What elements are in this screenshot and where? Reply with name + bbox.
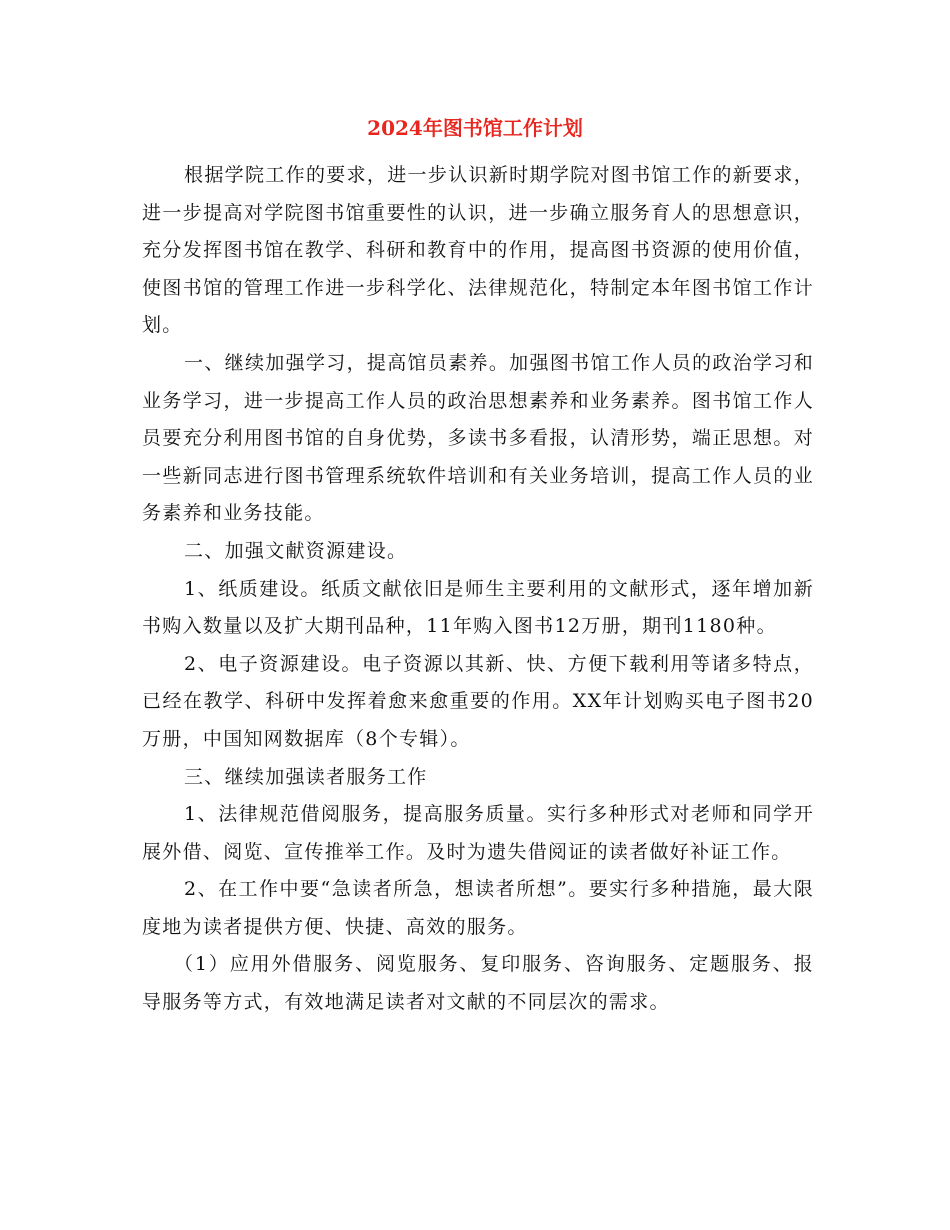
- lending-service-paragraph: 1、法律规范借阅服务，提高服务质量。实行多种形式对老师和同学开展外借、阅览、宣传推举工作。及时为遗失借阅证的读者做好补证工作。: [142, 803, 814, 863]
- intro-paragraph: 根据学院工作的要求，进一步认识新时期学院对图书馆工作的新要求，进一步提高对学院图书馆重要性的认识，进一步确立服务育人的思想意识，充分发挥图书馆在教学、科研和教育中的作用，提高图书资源的使用价值，使图书馆的管理工作进一步科学化、法律规范化，特制定本年图书馆工作计划。: [142, 164, 814, 337]
- electronic-resources-paragraph: 2、电子资源建设。电子资源以其新、快、方便下载利用等诸多特点，已经在教学、科研中发挥着愈来愈重要的作用。XX年计划购买电子图书20万册，中国知网数据库（8个专辑）。: [142, 652, 814, 750]
- reader-first-paragraph: 2、在工作中要“急读者所急，想读者所想”。要实行多种措施，最大限度地为读者提供方便、快捷、高效的服务。: [142, 878, 814, 938]
- document-body: [142, 157, 814, 1022]
- section-1-paragraph: 一、继续加强学习，提高馆员素养。加强图书馆工作人员的政治学习和业务学习，进一步提高工作人员的政治思想素养和业务素养。图书馆工作人员要充分利用图书馆的自身优势，多读书多看报，认清形势，端正思想。对一些新同志进行图书管理系统软件培训和有关业务培训，提高工作人员的业务素养和业务技能。: [142, 351, 814, 525]
- document-title: 2024年图书馆工作计划: [367, 116, 583, 140]
- section-3-heading: 三、继续加强读者服务工作: [184, 765, 428, 788]
- paper-resources-paragraph: 1、纸质建设。纸质文献依旧是师生主要利用的文献形式，逐年增加新书购入数量以及扩大期刊品种，11年购入图书12万册，期刊1180种。: [142, 577, 814, 638]
- service-methods-paragraph: （1）应用外借服务、阅览服务、复印服务、咨询服务、定题服务、报导服务等方式，有效地满足读者对文献的不同层次的需求。: [142, 953, 814, 1014]
- section-2-heading: 二、加强文献资源建设。: [184, 539, 408, 562]
